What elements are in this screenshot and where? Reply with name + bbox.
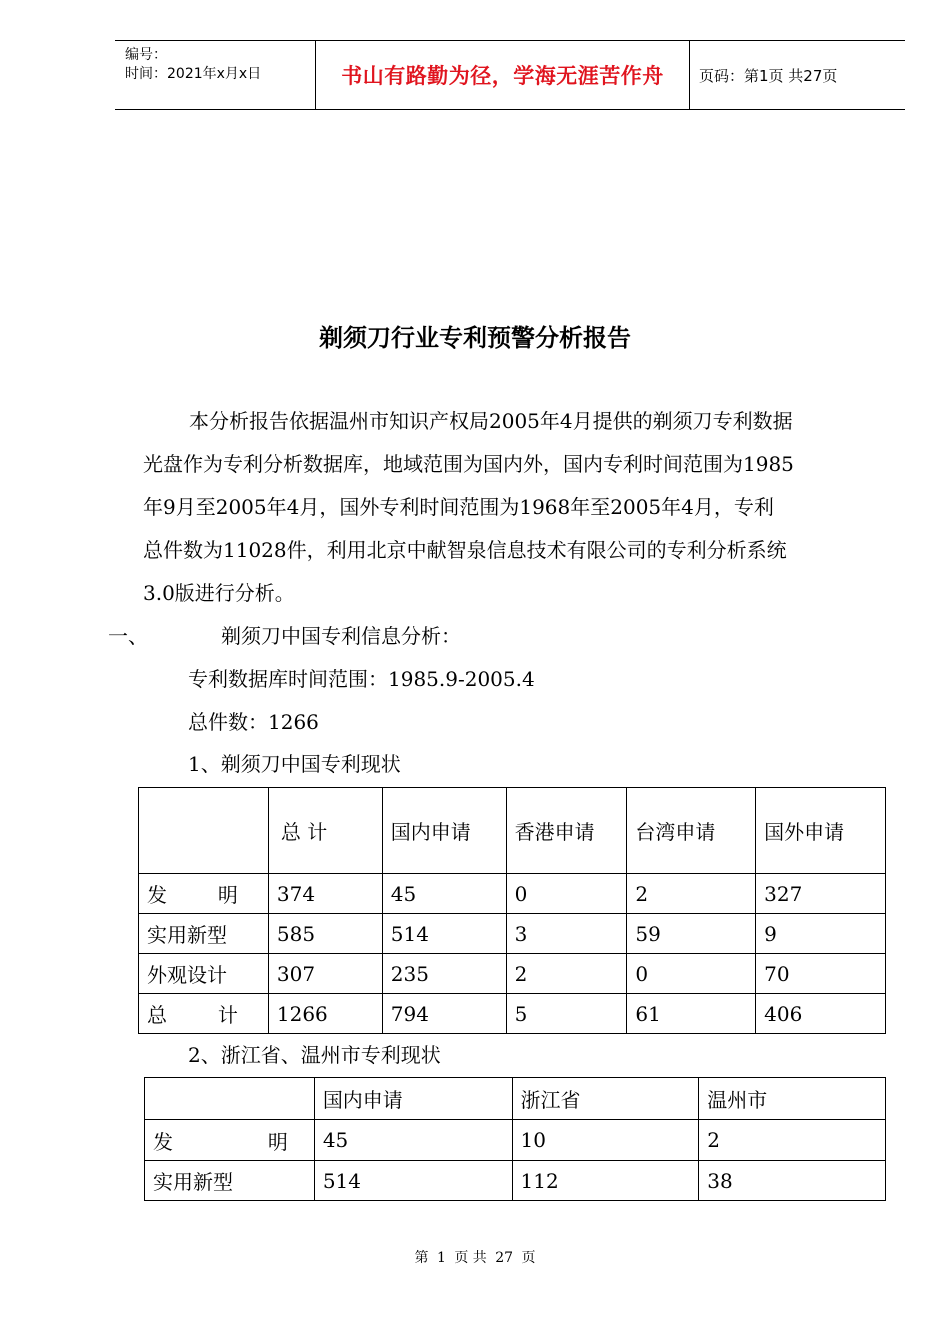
table-cell: 235: [382, 954, 506, 994]
paragraph-line: 年9月至2005年4月，国外专利时间范围为1968年至2005年4月，专利: [143, 495, 774, 519]
table-cell: 374: [268, 874, 382, 914]
footer-total-pages: 27: [495, 1250, 514, 1266]
table-cell: 10: [512, 1120, 699, 1161]
table-header-row: [139, 788, 886, 874]
row-label-char: 明: [267, 1129, 288, 1154]
table-cell: 112: [512, 1161, 699, 1201]
table-header-cell: 温州市: [699, 1078, 886, 1120]
table-row: [145, 1161, 886, 1201]
header-number-label: 编号：: [125, 47, 167, 63]
table-cell: 61: [627, 994, 756, 1034]
paragraph-line: 光盘作为专利分析数据库，地域范围为国内外，国内专利时间范围为1985: [143, 452, 794, 476]
table-header-row: [145, 1078, 886, 1120]
table-header-cell: 国外申请: [756, 788, 886, 874]
subsection-title: 2、浙江省、温州市专利现状: [188, 1043, 441, 1067]
table-row: [139, 874, 886, 914]
table-header-cell: [139, 788, 269, 874]
table-header-cell: 国内申请: [314, 1078, 512, 1120]
table-cell: 9: [756, 914, 886, 954]
china-patent-table: [138, 787, 886, 1034]
row-label-char: 总: [147, 1003, 167, 1027]
paragraph-line: 本分析报告依据温州市知识产权局2005年4月提供的剃须刀专利数据: [189, 409, 793, 433]
table-cell: 外观设计: [139, 954, 269, 994]
row-label-char: 计: [217, 1003, 238, 1027]
page-header: [115, 40, 905, 110]
total-count: 总件数：1266: [188, 710, 319, 734]
section-title: 剃须刀中国专利信息分析：: [221, 624, 461, 648]
table-cell: 0: [506, 874, 627, 914]
table-cell: 3: [506, 914, 627, 954]
table-cell: 38: [699, 1161, 886, 1201]
header-meta: [115, 41, 315, 109]
subsection-title: 1、剃须刀中国专利现状: [188, 752, 401, 776]
table-header-cell: 台湾申请: [627, 788, 756, 874]
footer-page-number: 1: [436, 1250, 446, 1266]
table-cell: 0: [627, 954, 756, 994]
table-cell: 45: [314, 1120, 512, 1161]
header-divider: [689, 41, 690, 109]
table-header-cell: 总 计: [268, 788, 382, 874]
table-cell: 585: [268, 914, 382, 954]
zhejiang-patent-table: [144, 1077, 886, 1201]
table-row: [139, 914, 886, 954]
table-cell: 2: [699, 1120, 886, 1161]
row-label-cell: [139, 874, 269, 914]
table-header-cell: 香港申请: [506, 788, 627, 874]
table-cell: 406: [756, 994, 886, 1034]
header-motto: 书山有路勤为径，学海无涯苦作舟: [341, 63, 664, 88]
row-label-char: 发: [153, 1129, 173, 1154]
table-row: [145, 1120, 886, 1161]
table-cell: 327: [756, 874, 886, 914]
table-row: [139, 954, 886, 994]
row-label-cell: [145, 1120, 315, 1161]
table-cell: 794: [382, 994, 506, 1034]
table-cell: 514: [382, 914, 506, 954]
footer-text: 页: [521, 1250, 536, 1266]
footer-text: 页 共: [454, 1250, 487, 1266]
table-cell: 2: [506, 954, 627, 994]
row-label-char: 发: [147, 883, 167, 907]
intro-paragraph: [143, 400, 871, 615]
table-cell: 实用新型: [145, 1161, 315, 1201]
table-header-cell: 浙江省: [512, 1078, 699, 1120]
db-range: 专利数据库时间范围：1985.9-2005.4: [188, 667, 535, 691]
table-cell: 45: [382, 874, 506, 914]
row-label-char: 明: [217, 883, 238, 907]
row-label-cell: [139, 994, 269, 1034]
table-cell: 1266: [268, 994, 382, 1034]
table-row: [139, 994, 886, 1034]
table-cell: 307: [268, 954, 382, 994]
table-header-cell: [145, 1078, 315, 1120]
section-number: 一、: [108, 624, 148, 648]
table-cell: 70: [756, 954, 886, 994]
paragraph-line: 总件数为11028件，利用北京中献智泉信息技术有限公司的专利分析系统: [143, 538, 787, 562]
table-cell: 5: [506, 994, 627, 1034]
table-cell: 2: [627, 874, 756, 914]
page-footer: [0, 1247, 950, 1267]
table-header-cell: 国内申请: [382, 788, 506, 874]
header-page-info: 页码：第1页 共27页: [699, 67, 838, 85]
table-cell: 59: [627, 914, 756, 954]
footer-text: 第: [414, 1250, 429, 1266]
paragraph-line: 3.0版进行分析。: [143, 581, 295, 605]
header-time-label: 时间：2021年x月x日: [125, 66, 262, 82]
document-title: 剃须刀行业专利预警分析报告: [319, 323, 631, 352]
table-cell: 514: [314, 1161, 512, 1201]
table-cell: 实用新型: [139, 914, 269, 954]
